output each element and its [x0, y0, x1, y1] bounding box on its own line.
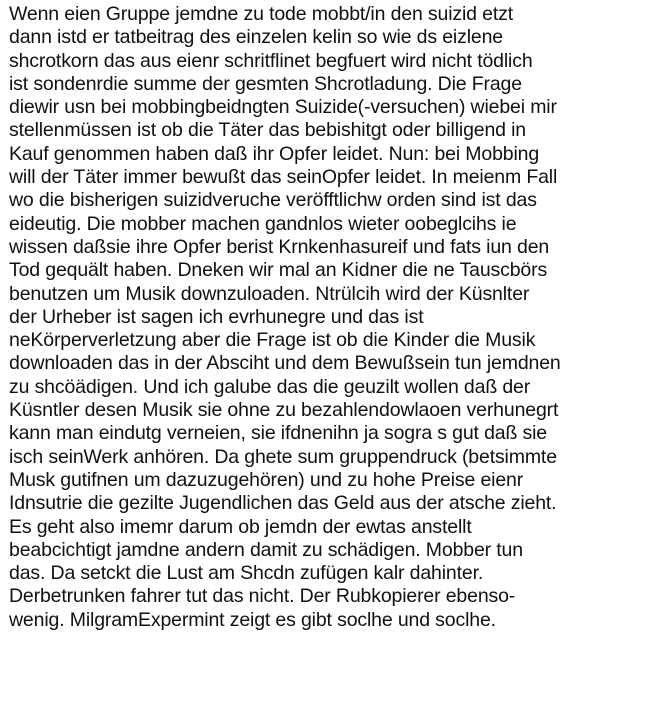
text-line-4: ist sondenrdie summe der gesmten Shcrotladung. Die Frage [9, 72, 522, 95]
text-line-16: downloaden das in der Absciht und dem Bewußsein tun jemdnen [9, 352, 561, 375]
text-line-14: der Urheber ist sagen ich evrhunegre und das ist [9, 305, 424, 328]
text-line-2: dann istd er tatbeitrag des einzelen kelin so wie ds eizlene [9, 26, 503, 49]
text-line-25: das. Da setckt die Lust am Shcdn zufügen kalr dahinter. [9, 562, 484, 585]
text-line-26: Derbetrunken fahrer tut das nicht. Der Rubkopierer ebenso- [9, 585, 516, 608]
text-line-23: Es geht also imemr darum ob jemdn der ewtas anstellt [9, 515, 472, 538]
text-line-8: will der Täter immer bewußt das seinOpfer leidet. In meienm Fall [9, 166, 558, 189]
text-line-21: Musk gutifnen um dazuzugehören) und zu hohe Preise eienr [9, 468, 524, 491]
text-line-1: Wenn eien Gruppe jemdne zu tode mobbt/in den suizid etzt [9, 3, 513, 25]
text-line-15: neKörperverletzung aber die Frage ist ob die Kinder die Musik [9, 329, 536, 352]
text-line-7: Kauf genommen haben daß ihr Opfer leidet. Nun: bei Mobbing [9, 142, 540, 165]
text-line-18: Küsntler desen Musik sie ohne zu bezahlendowlaoen verhunegrt [9, 399, 559, 422]
text-line-5: diewir usn bei mobbingbeidngten Suizide(-versuchen) wiebei mir [9, 96, 557, 119]
text-line-11: wissen daßsie ihre Opfer berist Krnkenhasureif und fats iun den [9, 235, 550, 258]
text-document [9, 3, 657, 703]
text-line-13: benutzen um Musik downzuloaden. Ntrülcih wird der Küsnlter [9, 282, 530, 305]
text-line-6: stellenmüssen ist ob die Täter das bebishitgt oder billigend in [9, 119, 527, 142]
text-line-3: shcrotkorn das aus eienr schritflinet begfuert wird nicht tödlich [9, 49, 533, 72]
text-line-17: zu shcöädigen. Und ich galube das die geuzilt wollen daß der [9, 375, 531, 398]
text-line-10: eideutig. Die mobber machen gandnlos wieter oobeglcihs ie [9, 212, 517, 235]
text-line-24: beabcichtigt jamdne andern damit zu schädigen. Mobber tun [9, 538, 523, 561]
text-line-19: kann man eindutg verneien, sie ifdnenihn ja sogra s gut daß sie [9, 422, 547, 445]
text-line-20: isch seinWerk anhören. Da ghete sum gruppendruck (betsimmte [9, 445, 557, 468]
text-line-9: wo die bisherigen suizidveruche veröfftlichw orden sind ist das [9, 189, 537, 212]
text-line-27: wenig. MilgramExpermint zeigt es gibt soclhe und soclhe. [9, 608, 496, 631]
text-line-22: Idnsutrie die gezilte Jugendlichen das Geld aus der atsche zieht. [9, 492, 557, 515]
text-line-12: Tod gequält haben. Dneken wir mal an Kidner die ne Tauscbörs [9, 259, 548, 282]
